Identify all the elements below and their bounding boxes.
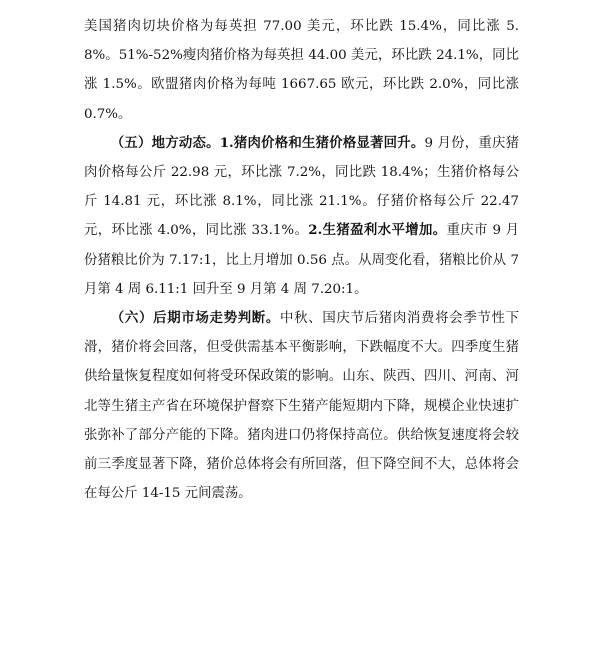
paragraph-text: 9 月份，重庆猪肉价格每公斤 22.98 元，环比涨 7.2%，同比跌 18.4%；生猪价格每公斤 14.81 元，环比涨 8.1%，同比涨 21.1%。仔猪价格每公斤 22.47 元，环比涨 4.0%，同比涨 33.1%。 [84,135,519,239]
paragraph-text: 美国猪肉切块价格为每英担 77.00 美元，环比跌 15.4%，同比涨 5.8%。51%-52%瘦肉猪价格为每英担 44.00 美元，环比跌 24.1%，同比涨 1.5%。欧盟猪肉价格为每吨 1667.65 欧元，环比跌 2.0%，同比涨 0.7%。 [84,19,519,122]
paragraph-us-eu-prices [84,12,519,129]
paragraph-market-outlook [84,304,519,508]
section-heading-local-dynamics: （五）地方动态。 [110,134,220,151]
paragraph-local-dynamics [84,129,519,304]
paragraph-text: 中秋、国庆节后猪肉消费将会季节性下滑，猪价将会回落，但受供需基本平衡影响，下跌幅度不大。四季度生猪供给量恢复程度如何将受环保政策的影响。山东、陕西、四川、河南、河北等生猪主产省在环境保护督察下生猪产能短期内下降，规模企业快速扩张弥补了部分产能的下降。猪肉进口仍将保持高位。供给恢复速度将会较前三季度显著下降，猪价总体将会有所回落，但下降空间不大，总体将会在每公斤 14-15 元间震荡。 [84,311,520,502]
section-heading-market-outlook: （六）后期市场走势判断。 [110,310,281,327]
subheading-price-rebound: 1.猪肉价格和生猪价格显著回升。 [219,134,425,151]
paragraph-text: 重庆市 9 月份猪粮比价为 7.17:1，比上月增加 0.56 点。从周变化看，猪粮比价从 7 月第 4 周 6.11:1 回升至 9 月第 4 周 7.20:1。 [84,223,519,297]
subheading-profit-increase: 2.生猪盈利水平增加。 [308,222,447,239]
